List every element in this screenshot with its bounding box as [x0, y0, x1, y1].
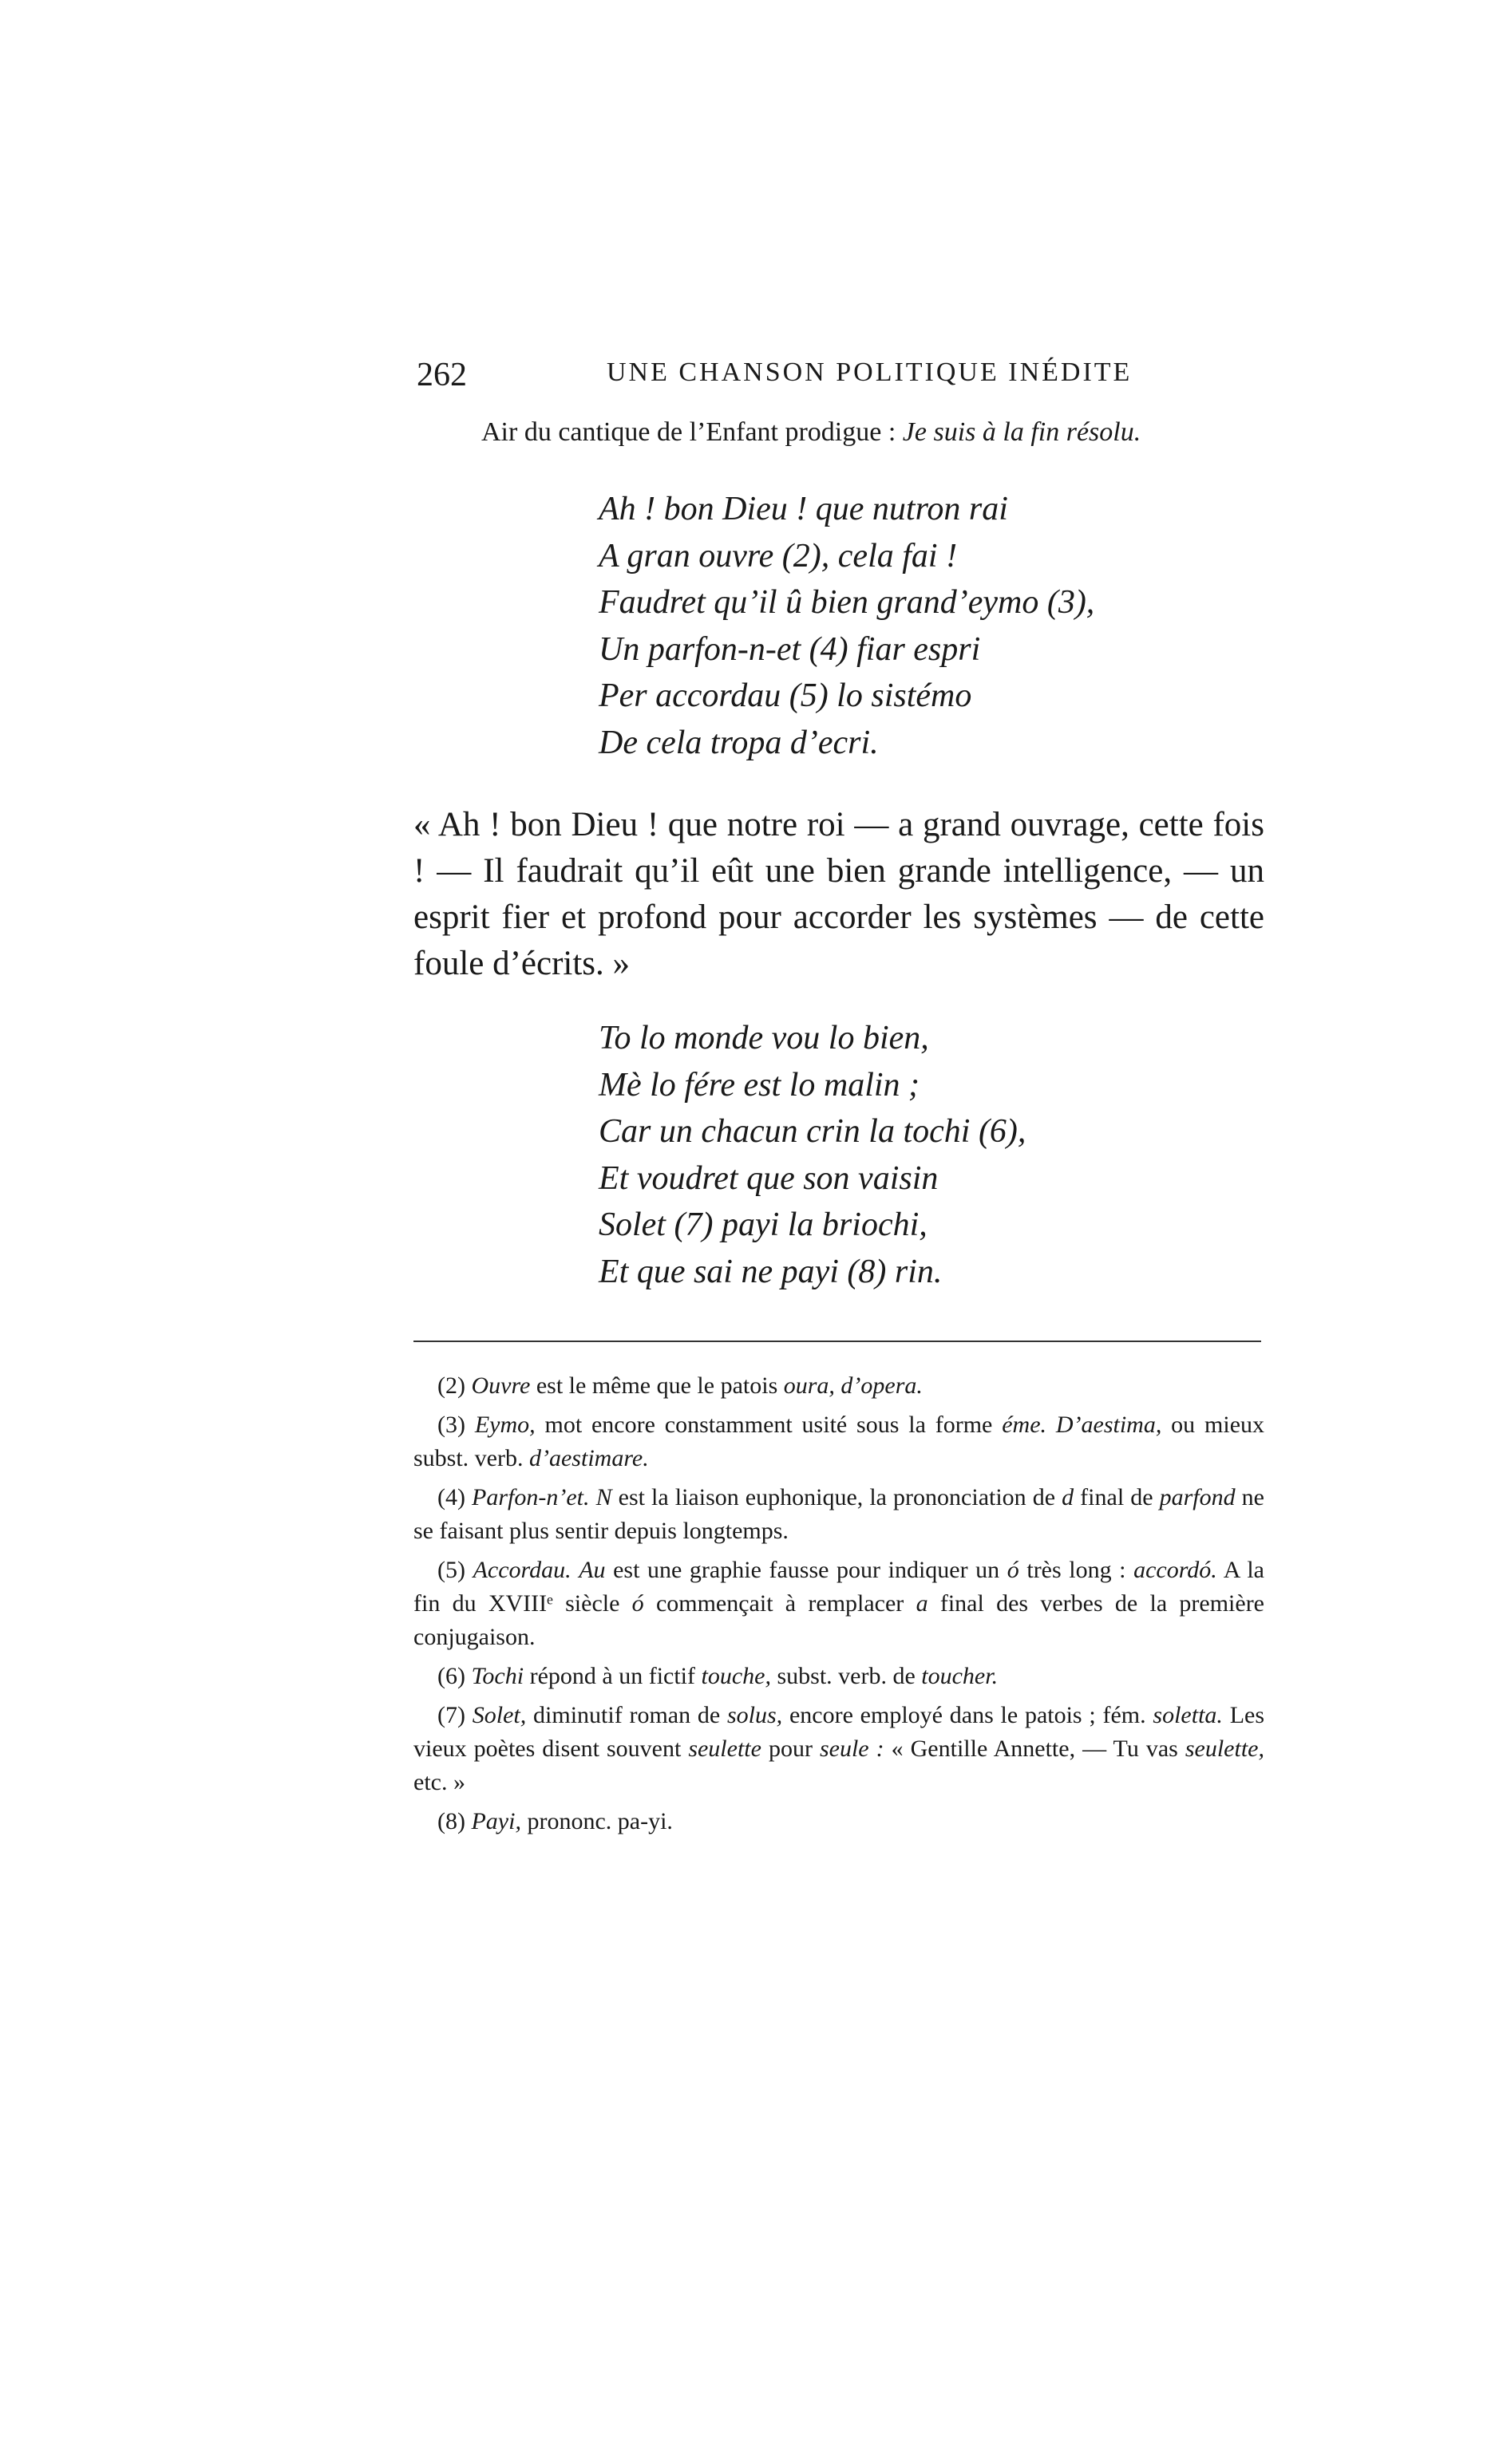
footnote-2: (2) Ouvre est le même que le patois oura, d’opera.: [437, 1372, 923, 1399]
verse-stanza-1: [599, 486, 1094, 766]
verse-line: Car un chacun crin la tochi (6),: [599, 1113, 1026, 1150]
verse-line: Ah ! bon Dieu ! que nutron rai: [599, 491, 1008, 527]
verse-line: Mè lo fére est lo malin ;: [599, 1066, 920, 1104]
verse-line: Faudret qu’il û bien grand’eymo (3),: [599, 584, 1095, 621]
verse-line: Per accordau (5) lo sistémo: [599, 677, 972, 714]
footnote-8: (8) Payi, prononc. pa-yi.: [437, 1808, 673, 1834]
air-prefix: Air du cantique de l’Enfant prodigue :: [481, 417, 903, 447]
verse-line: Et voudret que son vaisin: [599, 1159, 939, 1197]
verse-line: Solet (7) payi la briochi,: [599, 1206, 927, 1243]
verse-line: De cela tropa d’ecri.: [599, 724, 879, 761]
prose-translation: « Ah ! bon Dieu ! que notre roi — a grand ouvrage, cette fois ! — Il faudrait qu’il eût une bien grande intelligence, — un esprit fier et profond pour accorder les systèmes — de cette foule d’écrits. »: [413, 806, 1264, 982]
footnote-rule: [413, 1341, 1261, 1342]
air-line: [481, 417, 1141, 448]
verse-line: Et que sai ne payi (8) rin.: [599, 1253, 943, 1290]
verse-line: To lo monde vou lo bien,: [599, 1020, 929, 1056]
verse-line: A gran ouvre (2), cela fai !: [599, 537, 958, 575]
footnote-4: (4) Parfon-n’et. N est la liaison euphonique, la prononciation de d final de parfond ne se faisant plus sentir depuis longtemps.: [413, 1484, 1265, 1544]
verse-stanza-2: [599, 1015, 1026, 1295]
footnote-3: (3) Eymo, mot encore constamment usité sous la forme éme. D’aestima, ou mieux subst. verb. d’aestimare.: [413, 1412, 1265, 1471]
page-number: 262: [417, 357, 467, 393]
verse-line: Un parfon-n-et (4) fiar espri: [599, 630, 981, 668]
footnote-5: (5) Accordau. Au est une graphie fausse pour indiquer un ó très long : accordó. A la fin du XVIIIᵉ siècle ó commençait à remplacer a final des verbes de la première conjugaison.: [413, 1557, 1264, 1650]
footnotes: [413, 1369, 1264, 1844]
footnote-6: (6) Tochi répond à un fictif touche, subst. verb. de toucher.: [437, 1663, 999, 1689]
air-title: Je suis à la fin résolu.: [902, 417, 1141, 447]
running-title: UNE CHANSON POLITIQUE INÉDITE: [607, 357, 1133, 387]
footnote-7: (7) Solet, diminutif roman de solus, encore employé dans le patois ; fém. soletta. Les vieux poètes disent souvent seulette pour seule : « Gentille Annette, — Tu vas seulette, etc. »: [413, 1702, 1265, 1795]
